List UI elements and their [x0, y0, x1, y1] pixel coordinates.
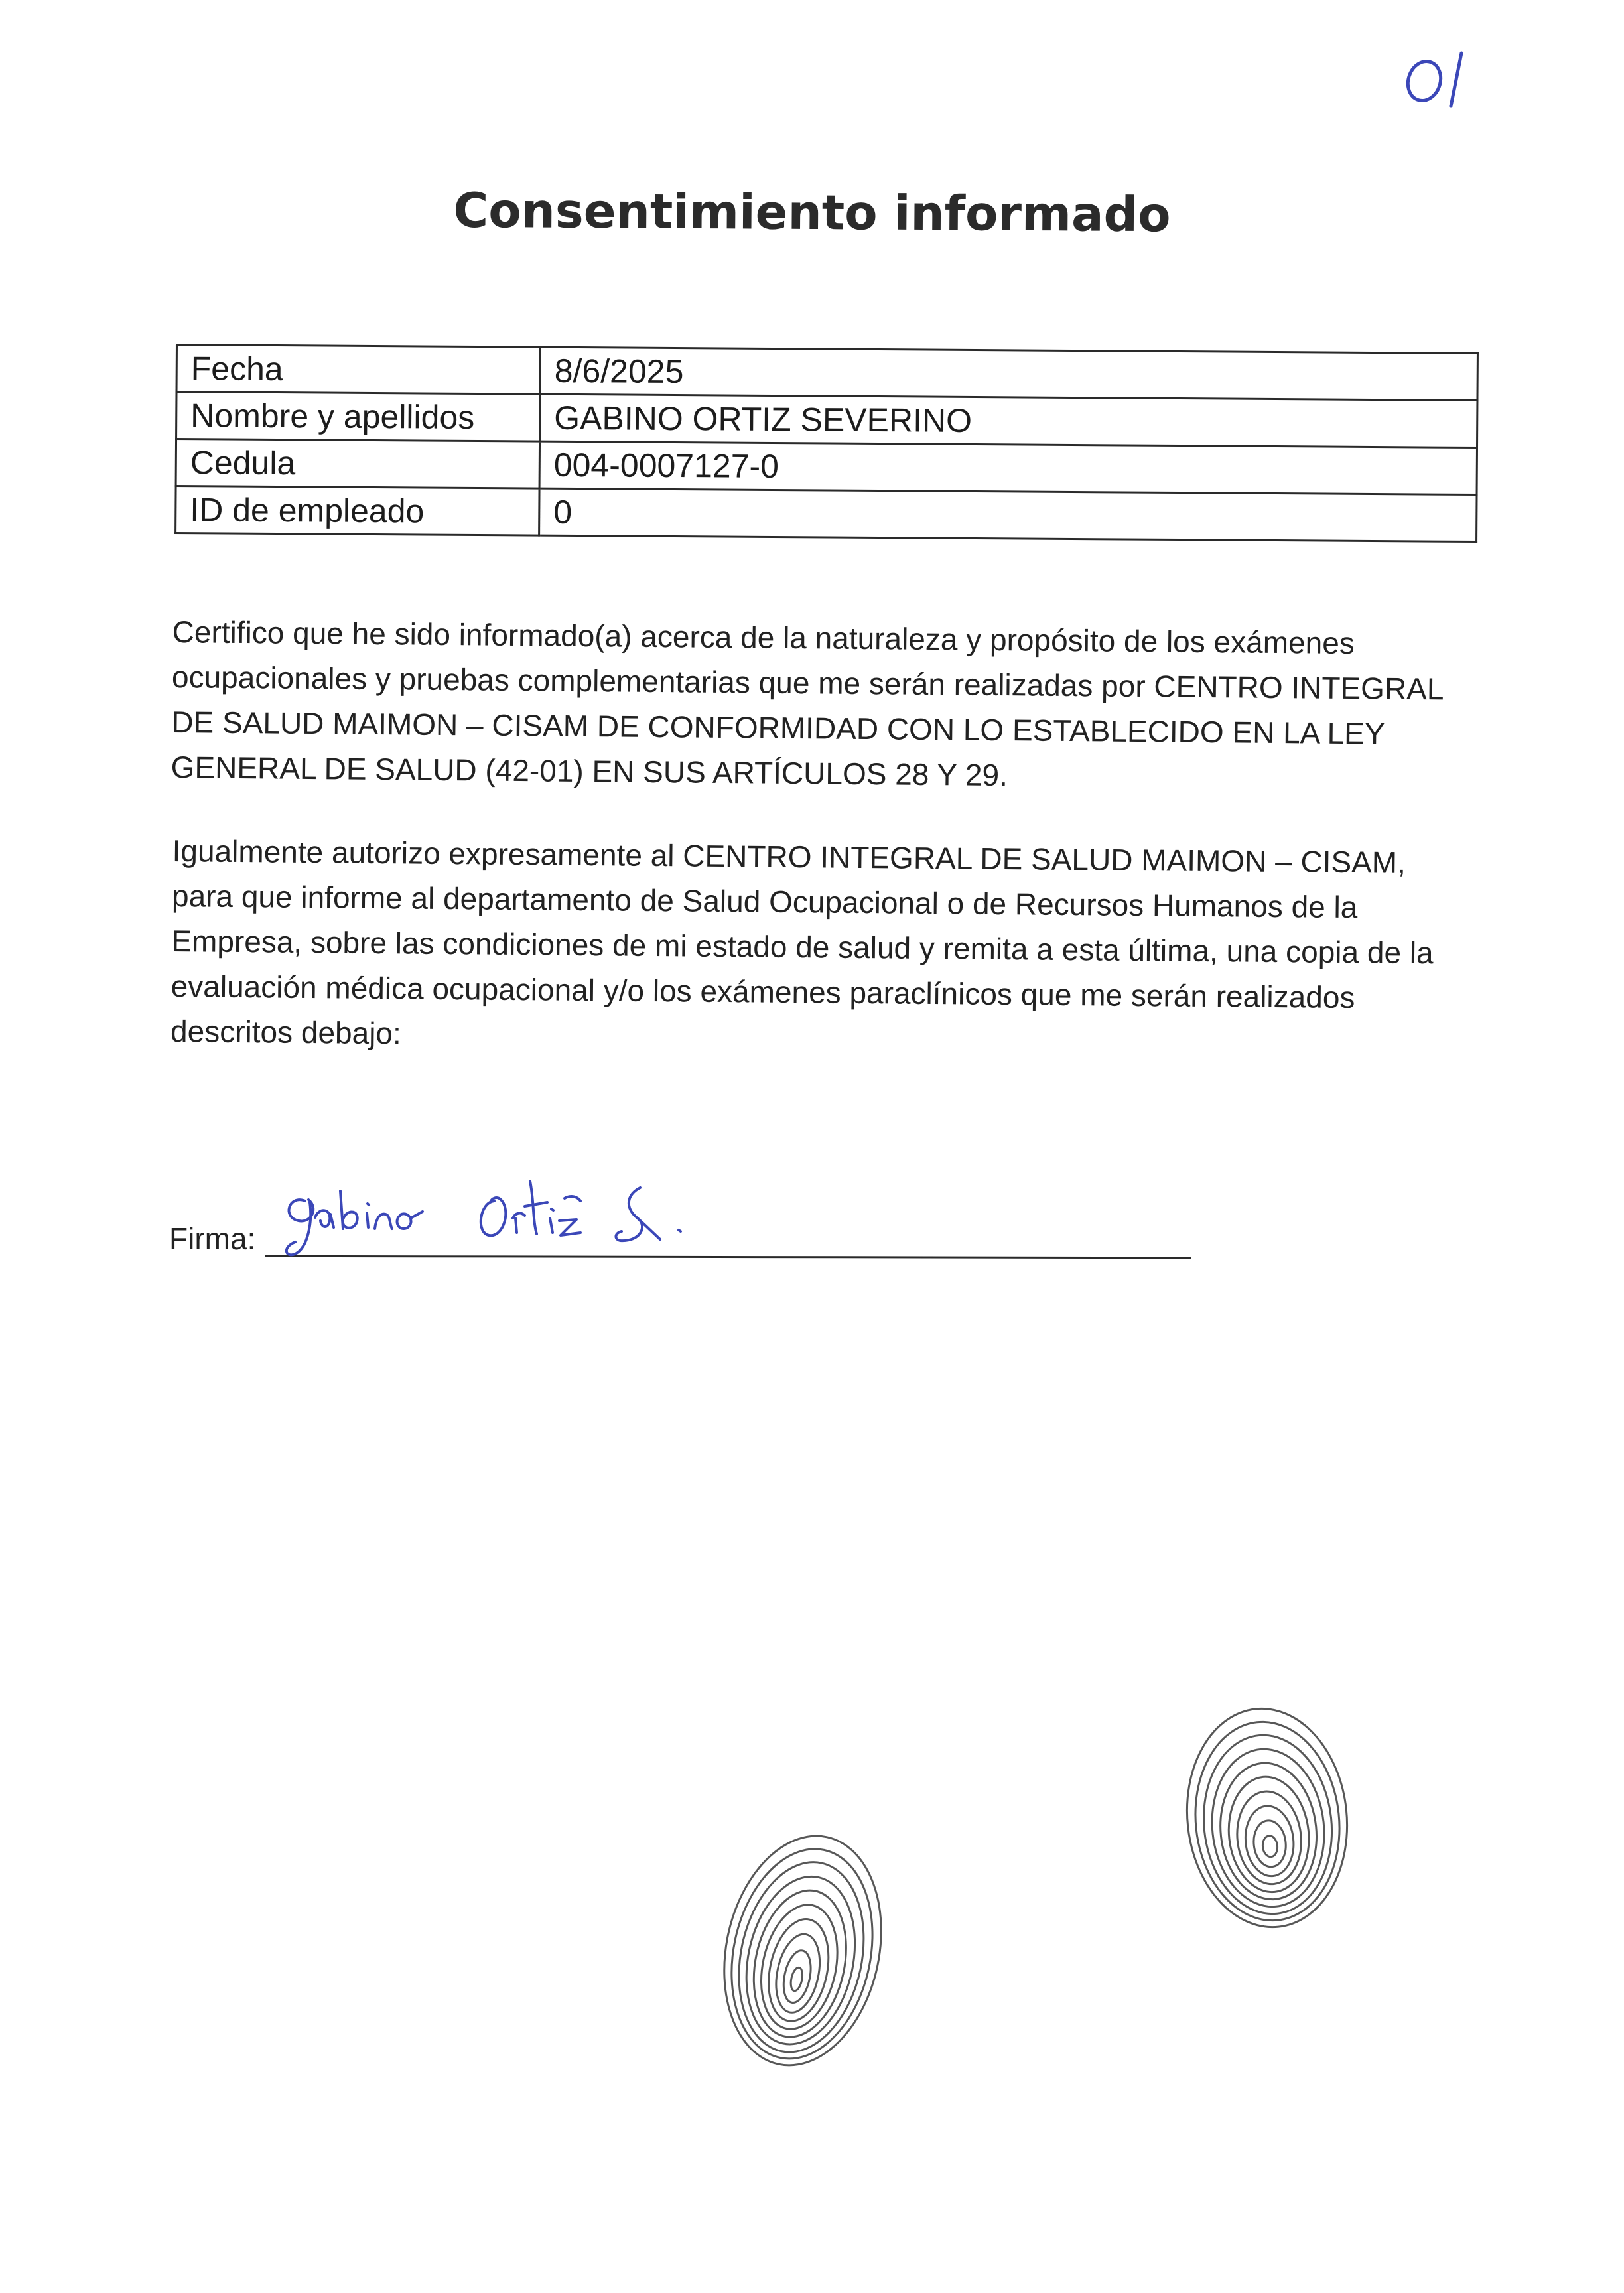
fingerprint-left	[703, 1818, 902, 2083]
signature-label: Firma:	[169, 1221, 256, 1256]
field-value: 004-0007127-0	[539, 441, 1477, 494]
page-number	[1396, 40, 1476, 113]
document-title: Consentimiento informado	[453, 182, 1171, 243]
authorization-paragraph: Igualmente autorizo expresamente al CENTRO INTEGRAL DE SALUD MAIMON – CISAM, para que informe al departamento de Salud Ocupacional o de Recursos Humanos de la Empresa, sobre las condiciones de mi estado de salud y remita a esta última, una copia de la evaluación médica ocupacional y/o los exámenes paraclínicos que me serán realizados descritos debajo:	[170, 833, 1434, 1051]
table-row	[176, 486, 1477, 542]
field-label: Fecha	[176, 345, 540, 395]
fingerprint-right	[1168, 1695, 1367, 1941]
handwritten-signature	[269, 1154, 786, 1274]
table-row	[176, 439, 1477, 495]
field-label: ID de empleado	[176, 486, 539, 536]
field-value: 0	[539, 488, 1477, 541]
field-value: GABINO ORTIZ SEVERINO	[540, 394, 1477, 447]
certification-paragraph: Certifico que he sido informado(a) acerca de la naturaleza y propósito de los exámenes ocupacionales y pruebas complementarias que me serán realizadas por CENTRO INTEGRAL DE SALUD MAIMON – CISAM DE CONFORMIDAD CON LO ESTABLECIDO EN LA LEY GENERAL DE SALUD (42-01) EN SUS ARTÍCULOS 28 Y 29.	[170, 614, 1444, 793]
table-row	[176, 345, 1477, 401]
info-table	[174, 344, 1479, 543]
field-label: Cedula	[176, 439, 539, 489]
field-value: 8/6/2025	[540, 347, 1477, 400]
field-label: Nombre y apellidos	[176, 392, 540, 442]
table-row	[176, 392, 1477, 448]
